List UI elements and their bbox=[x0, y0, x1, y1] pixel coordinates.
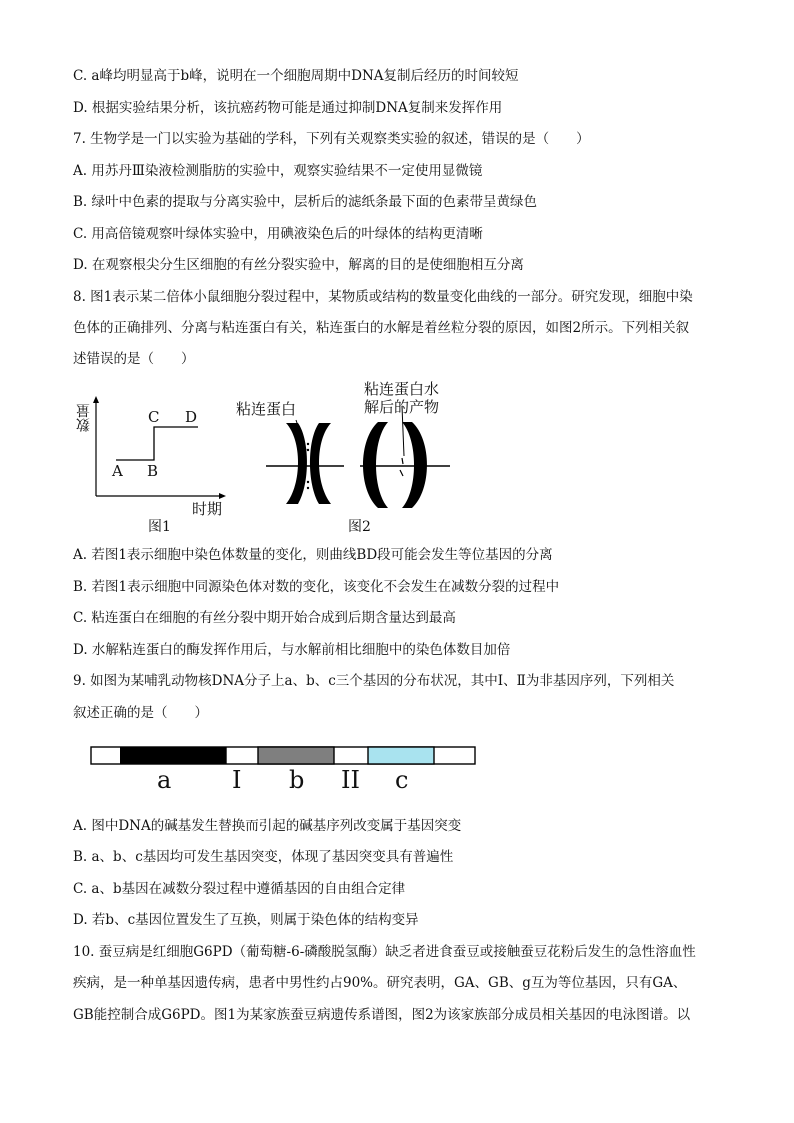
curve bbox=[116, 427, 198, 460]
question-9-stem: 9. 如图为某哺乳动物核DNA分子上a、b、c三个基因的分布状况，其中Ⅰ、Ⅱ为非基因序列，下列相关 bbox=[73, 673, 675, 689]
q8-option-c: C. 粘连蛋白在细胞的有丝分裂中期开始合成到后期含量达到最高 bbox=[73, 610, 456, 626]
gene-a-segment bbox=[120, 747, 226, 764]
point-label-c: C bbox=[148, 408, 160, 426]
sister-chromatid-left bbox=[286, 423, 307, 504]
question-10-stem: 10. 蚕豆病是红细胞G6PD（葡萄糖-6-磷酸脱氢酶）缺乏者进食蚕豆或接触蚕豆花粉后发生的急性溶血性 bbox=[73, 944, 696, 960]
text-line: D. 在观察根尖分生区细胞的有丝分裂实验中，解离的目的是使细胞相互分离 bbox=[73, 257, 524, 273]
dna-bar-svg bbox=[90, 746, 480, 766]
figure-1-caption: 图1 bbox=[148, 519, 171, 535]
q8-option-b: B. 若图1表示细胞中同源染色体对数的变化，该变化不会发生在减数分裂的过程中 bbox=[73, 579, 560, 595]
q9-option-b: B. a、b、c基因均可发生基因突变，体现了基因突变具有普遍性 bbox=[73, 849, 454, 865]
text-line: GB能控制合成G6PD。图1为某家族蚕豆病遗传系谱图，图2为该家族部分成员相关基因的电泳图谱。以 bbox=[73, 1007, 691, 1023]
region-ii-label: II bbox=[341, 766, 360, 794]
q8-option-a: A. 若图1表示细胞中染色体数量的变化，则曲线BD段可能会发生等位基因的分离 bbox=[73, 547, 553, 563]
label-cohesin-products-1: 粘连蛋白水 bbox=[364, 380, 440, 398]
figure-2-diagram bbox=[236, 378, 466, 540]
text-line: 疾病，是一种单基因遗传病，患者中男性约占90%。研究表明，GA、GB、g互为等位基因，只有GA、 bbox=[73, 975, 687, 991]
text-line: 叙述正确的是（ ） bbox=[73, 705, 208, 721]
q9-option-c: C. a、b基因在减数分裂过程中遵循基因的自由组合定律 bbox=[73, 881, 406, 897]
gene-b-segment bbox=[258, 747, 334, 764]
point-label-d: D bbox=[185, 408, 198, 426]
q9-option-d: D. 若b、c基因位置发生了互换，则属于染色体的结构变异 bbox=[73, 912, 419, 928]
gene-b-label: b bbox=[289, 766, 305, 794]
separated-chromatid-right bbox=[402, 422, 427, 508]
figure-1-graph bbox=[72, 390, 232, 540]
point-label-b: B bbox=[147, 462, 159, 480]
point-label-a: A bbox=[112, 462, 123, 480]
label-cohesin: 粘连蛋白 bbox=[236, 400, 297, 418]
gene-a-label: a bbox=[157, 766, 172, 794]
text-line: A. 用苏丹Ⅲ染液检测脂肪的实验中，观察实验结果不一定使用显微镜 bbox=[73, 163, 483, 179]
text-line: B. 绿叶中色素的提取与分离实验中，层析后的滤纸条最下面的色素带呈黄绿色 bbox=[73, 194, 538, 210]
gene-c-label: c bbox=[395, 766, 409, 794]
q9-option-a: A. 图中DNA的碱基发生替换而引起的碱基序列改变属于基因突变 bbox=[73, 818, 462, 834]
dna-segment-figure bbox=[90, 746, 480, 802]
text-line: 色体的正确排列、分离与粘连蛋白有关，粘连蛋白的水解是着丝粒分裂的原因，如图2所示。下列相关叙 bbox=[73, 320, 690, 336]
figure-2-caption: 图2 bbox=[348, 519, 371, 535]
y-axis-label: 数量 bbox=[76, 404, 92, 432]
gene-c-segment bbox=[368, 747, 434, 764]
label-cohesin-products-2: 解后的产物 bbox=[364, 398, 440, 416]
text-line: 述错误的是（ ） bbox=[73, 351, 195, 367]
q8-option-d: D. 水解粘连蛋白的酶发挥作用后，与水解前相比细胞中的染色体数目加倍 bbox=[73, 642, 511, 658]
x-axis-label: 时期 bbox=[192, 500, 223, 518]
question-8-stem: 8. 图1表示某二倍体小鼠细胞分裂过程中，某物质或结构的数量变化曲线的一部分。研究发现，细胞中染 bbox=[73, 289, 693, 305]
text-line: D. 根据实验结果分析，该抗癌药物可能是通过抑制DNA复制来发挥作用 bbox=[73, 100, 503, 116]
region-i-label: I bbox=[232, 766, 242, 794]
y-axis-arrow bbox=[93, 396, 99, 403]
text-line: C. a峰均明显高于b峰，说明在一个细胞周期中DNA复制后经历的时间较短 bbox=[73, 68, 519, 84]
text-line: C. 用高倍镜观察叶绿体实验中，用碘液染色后的叶绿体的结构更清晰 bbox=[73, 226, 483, 242]
question-7-stem: 7. 生物学是一门以实验为基础的学科，下列有关观察类实验的叙述，错误的是（ ） bbox=[73, 131, 590, 147]
separated-chromatid-left bbox=[363, 422, 388, 508]
sister-chromatid-right bbox=[310, 423, 331, 504]
